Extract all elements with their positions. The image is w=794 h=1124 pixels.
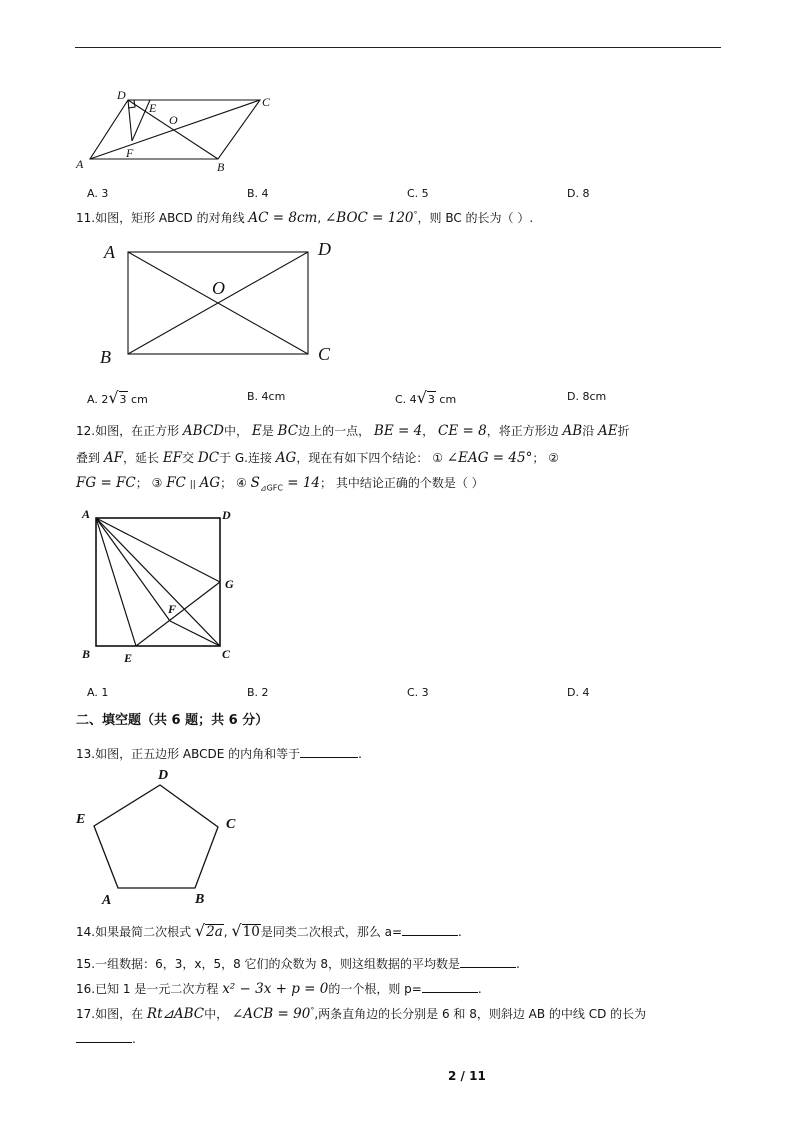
q13-label-a: A bbox=[102, 893, 112, 906]
q12-label-d: D bbox=[222, 508, 231, 522]
q11-label-b: B bbox=[100, 347, 111, 366]
q11-label-a: A bbox=[104, 242, 115, 262]
page-number: 2 / 11 bbox=[448, 1069, 486, 1083]
q12-stem-line2: 叠到 AF，延长 EF交 DC于 G.连接 AG，现在有如下四个结论： ① ∠EAG = 45°； ② bbox=[76, 450, 559, 466]
q12-option-d[interactable]: D. 4 bbox=[567, 686, 590, 699]
q12-segment-ag bbox=[96, 518, 220, 582]
q11-option-d[interactable]: D. 8cm bbox=[567, 390, 607, 403]
q12-label-e: E bbox=[124, 651, 133, 665]
q12-label-f: F bbox=[168, 602, 177, 616]
q11-label-o: O bbox=[212, 278, 225, 298]
q11-stem: 11.如图，矩形 ABCD 的对角线 AC = 8cm, ∠BOC = 120°，则 BC 的长为（ ）. bbox=[76, 210, 534, 226]
q10-label-e: E bbox=[149, 101, 157, 115]
section-fill-in-title: 二、填空题（共 6 题；共 6 分） bbox=[76, 713, 269, 728]
q15-stem: 15.一组数据：6，3，x，5，8 它们的众数为 8，则这组数据的平均数是 . bbox=[76, 957, 520, 971]
q10-diagonal-ac bbox=[90, 100, 260, 159]
q13-pentagon bbox=[94, 785, 218, 888]
q11-figure bbox=[96, 236, 344, 366]
q12-option-b[interactable]: B. 2 bbox=[247, 686, 269, 699]
q10-label-d: D bbox=[117, 88, 126, 102]
q10-diagonal-db bbox=[128, 100, 218, 159]
q12-figure bbox=[76, 504, 246, 666]
q10-figure bbox=[74, 86, 284, 174]
q10-segment-df bbox=[128, 100, 132, 141]
q13-label-d: D bbox=[158, 768, 169, 783]
q12-label-c: C bbox=[222, 647, 231, 661]
q10-label-o: O bbox=[169, 113, 178, 127]
q17-stem-line1: 17.如图，在 Rt⊿ABC中， ∠ACB = 90°,两条直角边的长分别是 6 和 8，则斜边 AB 的中线 CD 的长为 bbox=[76, 1006, 647, 1022]
q10-option-c[interactable]: C. 5 bbox=[407, 187, 429, 200]
q17-stem-line2: . bbox=[76, 1031, 136, 1046]
q12-label-g: G bbox=[225, 577, 234, 591]
q14-stem: 14.如果最简二次根式 √2a, √10是同类二次根式，那么 a= . bbox=[76, 921, 462, 940]
q12-stem-line1: 12.如图，在正方形 ABCD中， E是 BC边上的一点， BE = 4， CE = 8，将正方形边 AB沿 AE折 bbox=[76, 423, 630, 439]
q12-segment-af bbox=[96, 518, 170, 621]
q11-label-c: C bbox=[318, 344, 331, 364]
q16-stem: 16.已知 1 是一元二次方程 x² − 3x + p = 0的一个根，则 p= . bbox=[76, 981, 482, 997]
q13-answer-blank[interactable] bbox=[300, 746, 358, 758]
q10-option-d[interactable]: D. 8 bbox=[567, 187, 590, 200]
q11-option-c[interactable]: C. 4√3 cm bbox=[395, 388, 457, 407]
q11-label-d: D bbox=[318, 239, 331, 259]
q12-label-b: B bbox=[82, 647, 91, 661]
q10-option-b[interactable]: B. 4 bbox=[247, 187, 269, 200]
q10-label-a: A bbox=[76, 157, 84, 171]
q12-segment-ac bbox=[96, 518, 220, 646]
q15-answer-blank[interactable] bbox=[460, 956, 516, 968]
q13-stem: 13.如图，正五边形 ABCDE 的内角和等于 . bbox=[76, 747, 362, 761]
q13-figure bbox=[70, 764, 250, 906]
q12-segment-fc bbox=[170, 621, 220, 646]
q11-option-a[interactable]: A. 2√3 cm bbox=[87, 388, 148, 407]
q10-label-c: C bbox=[262, 95, 271, 109]
q12-label-a: A bbox=[82, 507, 91, 521]
q10-label-f: F bbox=[126, 146, 134, 160]
header-rule bbox=[75, 47, 721, 48]
q12-stem-line3: FG = FC； ③ FC || AG； ④ $S_{⊿GFC} = 14$； 其中结论正确的个数是（ ） bbox=[76, 475, 484, 493]
q16-answer-blank[interactable] bbox=[422, 981, 478, 993]
q10-option-a[interactable]: A. 3 bbox=[87, 187, 109, 200]
q13-label-e: E bbox=[76, 812, 86, 827]
q11-option-b[interactable]: B. 4cm bbox=[247, 390, 286, 403]
q14-answer-blank[interactable] bbox=[402, 924, 458, 936]
q17-answer-blank[interactable] bbox=[76, 1031, 132, 1043]
q12-option-a[interactable]: A. 1 bbox=[87, 686, 109, 699]
q12-segment-ae bbox=[96, 518, 136, 646]
q13-label-c: C bbox=[226, 817, 236, 832]
q10-label-b: B bbox=[217, 160, 225, 174]
q13-label-b: B bbox=[195, 892, 205, 906]
q12-option-c[interactable]: C. 3 bbox=[407, 686, 429, 699]
